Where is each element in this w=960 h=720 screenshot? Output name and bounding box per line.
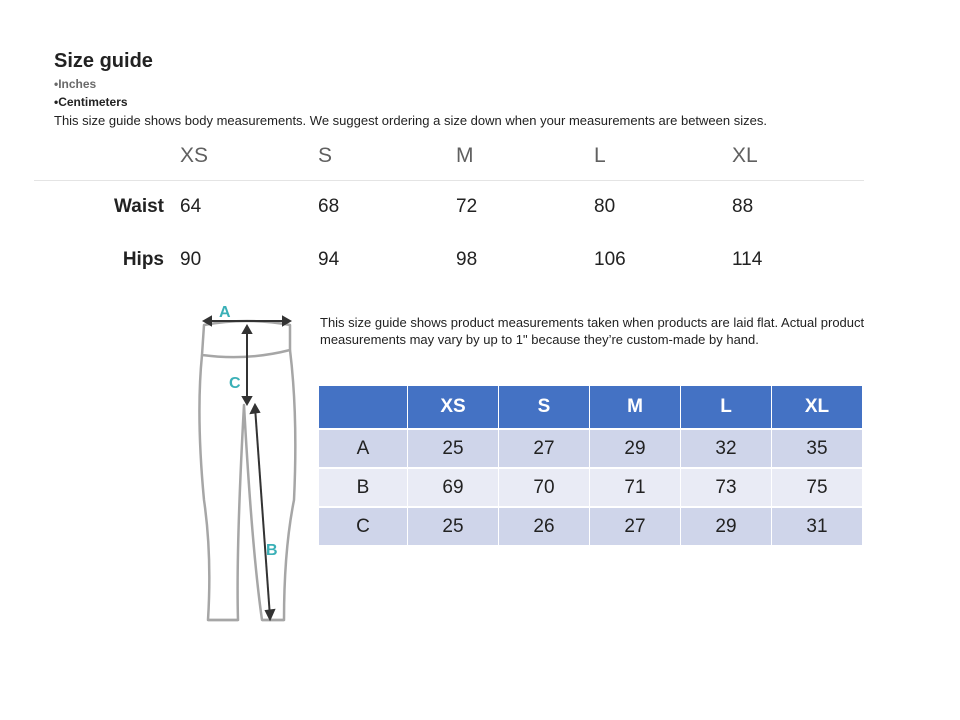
- size-header-xs: XS: [180, 144, 209, 167]
- table-row: [319, 429, 863, 468]
- table-cell: 32: [681, 429, 772, 468]
- diagram-label-a: A: [219, 304, 231, 321]
- size-header-m: M: [456, 144, 474, 167]
- product-size-table: [319, 386, 863, 547]
- table-cell: 88: [732, 196, 754, 217]
- arrow-c-top: [243, 326, 251, 333]
- table-cell: 25: [408, 507, 499, 546]
- size-header-l: L: [594, 144, 606, 167]
- body-measurement-note: This size guide shows body measurements. We suggest ordering a size down when your measurements are between sizes.: [54, 113, 767, 128]
- table-row: [319, 468, 863, 507]
- header-cell-m: M: [590, 386, 681, 429]
- row-label-hips: Hips: [122, 249, 164, 270]
- table-cell: 26: [499, 507, 590, 546]
- row-label-b: B: [319, 468, 408, 507]
- header-empty-cell: [319, 386, 408, 429]
- diagram-label-b: B: [266, 542, 278, 559]
- size-header-s: S: [318, 144, 333, 167]
- table-cell: 70: [499, 468, 590, 507]
- product-measurement-note: This size guide shows product measurements taken when products are laid flat. Actual product measurements may vary by up to 1" because they’re custom-made by hand.: [320, 315, 865, 347]
- table-cell: 114: [732, 249, 763, 270]
- table-cell: 90: [180, 249, 202, 270]
- row-label-a: A: [319, 429, 408, 468]
- row-label-c: C: [319, 507, 408, 546]
- header-cell-s: S: [499, 386, 590, 429]
- table-cell: 94: [318, 249, 340, 270]
- arrow-c-bottom: [243, 397, 251, 404]
- table-cell: 31: [772, 507, 863, 546]
- table-cell: 29: [590, 429, 681, 468]
- table-cell: 64: [180, 196, 202, 217]
- body-table-divider: [34, 180, 864, 181]
- table-cell: 27: [499, 429, 590, 468]
- diagram-label-c: C: [229, 375, 241, 392]
- header-cell-xs: XS: [408, 386, 499, 429]
- table-cell: 68: [318, 196, 340, 217]
- table-cell: 27: [590, 507, 681, 546]
- table-cell: 29: [681, 507, 772, 546]
- table-cell: 25: [408, 429, 499, 468]
- unit-inches-option[interactable]: •Inches: [54, 77, 97, 91]
- table-cell: 73: [681, 468, 772, 507]
- table-cell: 98: [456, 249, 478, 270]
- table-header-row: [319, 386, 863, 429]
- leggings-diagram: [180, 295, 310, 630]
- table-cell: 35: [772, 429, 863, 468]
- size-guide-title: Size guide: [54, 50, 153, 72]
- arrow-b-bottom: [266, 610, 274, 619]
- table-cell: 69: [408, 468, 499, 507]
- table-cell: 106: [594, 249, 626, 270]
- arrow-b-top: [251, 405, 259, 413]
- row-label-waist: Waist: [114, 196, 164, 217]
- table-cell: 72: [456, 196, 478, 217]
- unit-centimeters-option[interactable]: •Centimeters: [54, 95, 128, 109]
- table-cell: 75: [772, 468, 863, 507]
- header-cell-l: L: [681, 386, 772, 429]
- table-cell: 80: [594, 196, 616, 217]
- size-header-xl: XL: [732, 144, 758, 167]
- table-cell: 71: [590, 468, 681, 507]
- header-cell-xl: XL: [772, 386, 863, 429]
- table-row: [319, 507, 863, 546]
